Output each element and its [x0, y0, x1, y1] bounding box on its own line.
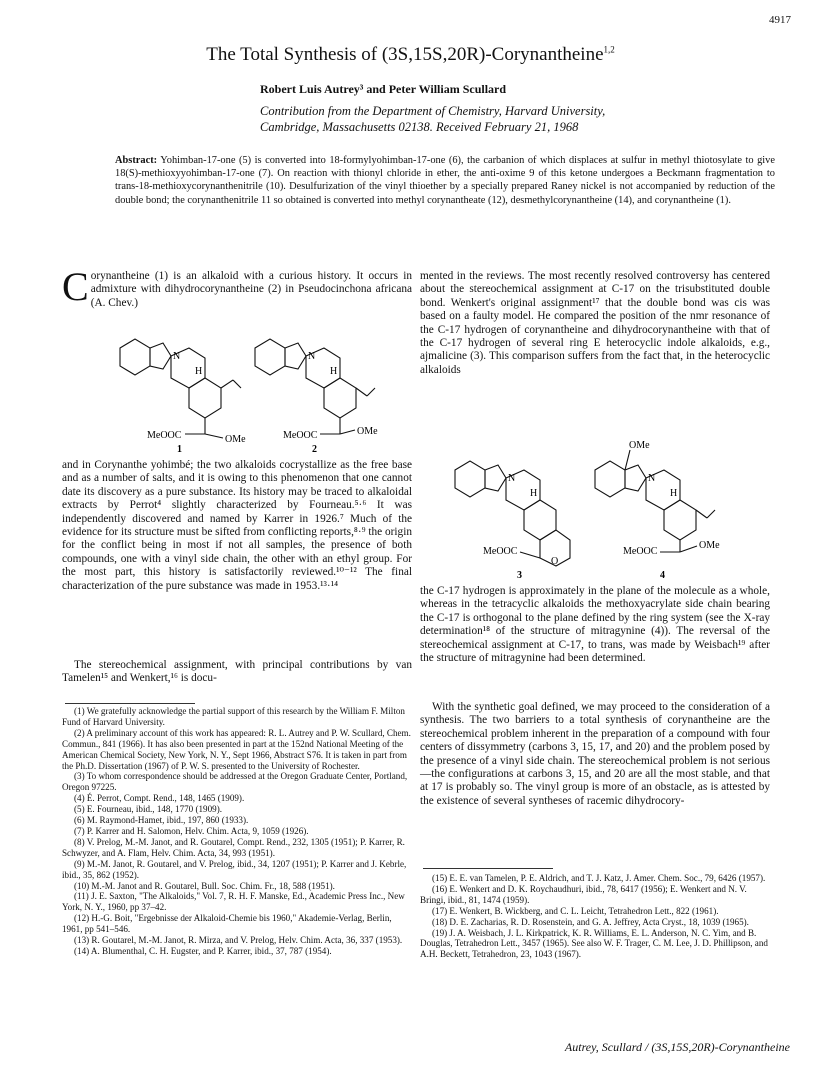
- structure-1-h: H: [195, 366, 203, 377]
- structure-3-ester: MeOOC: [483, 546, 518, 557]
- running-footer: Autrey, Scullard / (3S,15S,20R)-Corynantheine: [564, 1040, 790, 1054]
- structure-4-ester: MeOOC: [623, 546, 658, 557]
- structure-2-n: N: [308, 351, 316, 362]
- footnote: (8) V. Prelog, M.-M. Janot, and R. Goutarel, Compt. Rend., 232, 1305 (1951); P. Karrer, R. Schwyzer, and A. Flam, Helv. Chim. Acta, 34, 993 (1951).: [62, 836, 405, 858]
- structure-4-ome-top: OMe: [629, 440, 650, 451]
- title-text: The Total Synthesis of (3S,15S,20R)-Corynantheine: [206, 44, 604, 65]
- footnote: (13) R. Goutarel, M.-M. Janot, R. Mirza, and V. Prelog, Helv. Chim. Acta, 36, 337 (1953).: [74, 935, 403, 946]
- structure-4-number: 4: [660, 570, 665, 581]
- structure-3: [455, 461, 570, 581]
- footnote: (17) E. Wenkert, B. Wickberg, and C. L. Leicht, Tetrahedron Lett., 822 (1961).: [432, 905, 719, 916]
- drop-cap: C: [62, 264, 89, 309]
- page-number: 4917: [769, 14, 791, 26]
- abstract: [115, 154, 775, 207]
- structure-2-ome: OMe: [357, 426, 378, 437]
- structure-2-number: 2: [312, 444, 317, 455]
- structures-3-4: [445, 440, 765, 580]
- footnote: (4) É. Perrot, Compt. Rend., 148, 1465 (1909).: [74, 793, 245, 804]
- footnote: (1) We gratefully acknowledge the partial support of this research by the William F. Milton Fund of Harvard University.: [62, 706, 405, 727]
- left-paragraph-2: and in Corynanthe yohimbé; the two alkaloids cocrystallize as the free base and as a number of salts, and it is owing to this phenomenon that one cannot date its discovery as a pure substance. Its history may be traced to alkaloidal extracts by Perrot⁴ slightly characterized by Fourneau.⁵·⁶ It was independently discovered and named by Karrer in 1926.⁷ Much of the evidence for its structure must be sifted from conflicting reports,⁸·⁹ the origin for the conflict being in most if not all samples, the presence of both compounds, one with a vinyl side chain, the other with an ethyl group. For the most part, this history is satisfactorily reviewed.¹⁰⁻¹² The final characterization of the pure substance was made in 1953.¹³·¹⁴: [62, 459, 412, 592]
- article-title: [0, 44, 821, 66]
- footnote: (18) D. E. Zacharias, R. D. Rosenstein, and G. A. Jeffrey, Acta Cryst., 18, 1039 (1965).: [432, 916, 749, 927]
- footnote: (14) A. Blumenthal, C. H. Eugster, and P. Karrer, ibid., 37, 787 (1954).: [74, 945, 332, 956]
- structure-2-h: H: [330, 366, 338, 377]
- right-paragraph-2: the C-17 hydrogen is approximately in the plane of the molecule as a whole, whereas in the tetracyclic alkaloids the methoxyacrylate side chain bearing the C-17 is orthogonal to the plane defined by the ring system (see the X-ray determination¹⁸ of the structure of mitragynine (4)). The reversal of the stereochemical assignment at C-17, to trans, was made by Weisbach¹⁹ after the structure of mitragynine had been determined.: [420, 585, 770, 665]
- structure-1-n: N: [173, 351, 181, 362]
- right-paragraph-1: mented in the reviews. The most recently resolved controversy has centered about the stereochemical assignment at C-17 on the trisubstituted double bond. Wenkert's original assignment¹⁷ that the double bond was cis was based on a faulty model. He compared the position of the nmr resonance of the C-17 hydrogen of corynantheine and dihydrocorynantheine with that of the C-17 hydrogen of several ring E heterocyclic indole alkaloids, e.g., ajmalicine (3). This comparison suffers from the fact that, in the heterocyclic alkaloids: [420, 270, 770, 376]
- footnote: (19) J. A. Weisbach, J. L. Kirkpatrick, K. R. Williams, E. L. Anderson, N. C. Yim, and B. Douglas, Tetrahedron Lett., 3457 (1965). See also W. F. Trager, C. M. Lee, J. D. Phillipson, and A.H. Beckett, Tetrahedron, 23, 1043 (1967).: [420, 927, 768, 960]
- structure-4-ome: OMe: [699, 540, 720, 551]
- structure-4-n: N: [648, 473, 656, 484]
- right-footnotes: [420, 873, 770, 960]
- authors: Robert Luis Autrey³ and Peter William Scullard: [260, 82, 507, 96]
- footnote: (11) J. E. Saxton, "The Alkaloids," Vol. 7, R. H. F. Manske, Ed., Academic Press Inc., New York, N. Y., 1960, pp 37–42.: [62, 891, 405, 913]
- footnote: (15) E. E. van Tamelen, P. E. Aldrich, and T. J. Katz, J. Amer. Chem. Soc., 79, 6426 (1957).: [432, 873, 766, 883]
- structure-3-h: H: [530, 488, 538, 499]
- footnote: (6) M. Raymond-Hamet, ibid., 197, 860 (1933).: [74, 815, 249, 826]
- left-paragraph-1: [62, 264, 412, 310]
- structure-1-number: 1: [177, 444, 182, 455]
- structure-3-number: 3: [517, 570, 522, 581]
- affiliation: [260, 103, 780, 135]
- structure-4-h: H: [670, 488, 678, 499]
- abstract-text: Yohimban-17-one (5) is converted into 18-formylyohimban-17-one (6), the carbanion of which displaces at sulfur in methyl thiotosylate to give 18(S)-methioxyyohimban-17-one (7). On reaction with thionyl chloride in ether, the anti-oxime 9 of this ketone undergoes a Beckmann fragmentation to trans-18-methioxycorynanthenitrile (10). Desulfurization of the vinyl thioether by a specially prepared Raney nickel is not accompanied by reduction of the double bond; the corynanthenitrile 11 so obtained is converted into methyl corynantheate (12), desmethylcorynantheine (14), and corynantheine (1).: [115, 155, 775, 206]
- structure-1-ome: OMe: [225, 434, 246, 445]
- footnote: (2) A preliminary account of this work has appeared: R. L. Autrey and P. W. Scullard, Chem. Commun., 841 (1966). It has also been presented in part at the 152nd National Meeting of the American Chemical Society, New York, N. Y., Sept 1966, Abstract S76. It is taken in part from the Ph.D. Dissertation (1967) of P. W. S. presented to the University of Rochester.: [62, 727, 411, 771]
- footnote: (5) E. Fourneau, ibid., 148, 1770 (1909).: [74, 804, 223, 815]
- structure-1: [120, 339, 246, 455]
- footnote: (12) H.-G. Boit, "Ergebnisse der Alkaloid-Chemie bis 1960," Akademie-Verlag, Berlin, 1961, pp 541–546.: [62, 913, 392, 935]
- right-paragraph-3: With the synthetic goal defined, we may proceed to the consideration of a synthesis. The two barriers to a total synthesis of corynantheine are the stereochemical problem inherent in the preparation of a compound with four centers of dissymmetry (carbons 3, 15, 17, and 20) and the problem posed by the presence of a vinyl side chain. The stereochemical problem is not serious—the configurations at carbons 3, 15, and 20 are all the most stable, and that at 17 is probably so. The vinyl group is more of an obstacle, as is attested by the existence of several syntheses of racemic dihydrocory-: [420, 701, 770, 807]
- footnote-rule-left: [65, 703, 195, 704]
- structure-3-ring-o: O: [551, 556, 559, 567]
- affiliation-line-1: Contribution from the Department of Chemistry, Harvard University,: [260, 104, 606, 118]
- structures-1-2: [105, 318, 405, 455]
- affiliation-line-2: Cambridge, Massachusetts 02138. Received February 21, 1968: [260, 120, 579, 134]
- abstract-label: Abstract:: [115, 155, 158, 166]
- left-footnotes: [62, 706, 412, 957]
- structure-2-ester: MeOOC: [283, 430, 318, 441]
- footnote: (10) M.-M. Janot and R. Goutarel, Bull. Soc. Chim. Fr., 18, 588 (1951).: [74, 880, 335, 891]
- footnote: (3) To whom correspondence should be addressed at the Oregon Graduate Center, Portland, Oregon 97225.: [62, 771, 408, 793]
- structure-3-n: N: [508, 473, 516, 484]
- structure-4: [595, 440, 720, 581]
- left-paragraph-3: The stereochemical assignment, with principal contributions by van Tamelen¹⁵ and Wenkert,¹⁶ is docu-: [62, 659, 412, 685]
- structure-1-ester: MeOOC: [147, 430, 182, 441]
- footnote: (16) E. Wenkert and D. K. Roychaudhuri, ibid., 78, 6417 (1956); E. Wenkert and N. V. Bringi, ibid., 81, 1474 (1959).: [420, 883, 747, 905]
- title-superscript: 1,2: [603, 44, 615, 55]
- footnote: (7) P. Karrer and H. Salomon, Helv. Chim. Acta, 9, 1059 (1926).: [74, 825, 309, 836]
- footnote: (9) M.-M. Janot, R. Goutarel, and V. Prelog, ibid., 34, 1207 (1951); P. Karrer and J. Kebrle, ibid., 35, 862 (1952).: [62, 858, 407, 880]
- structure-2: [255, 339, 378, 455]
- left-paragraph-1-text: orynantheine (1) is an alkaloid with a curious history. It occurs in admixture with dihydrocorynantheine (2) in Pseudocinchona africana (A. Chev.): [90, 270, 412, 309]
- footnote-rule-right: [423, 868, 553, 869]
